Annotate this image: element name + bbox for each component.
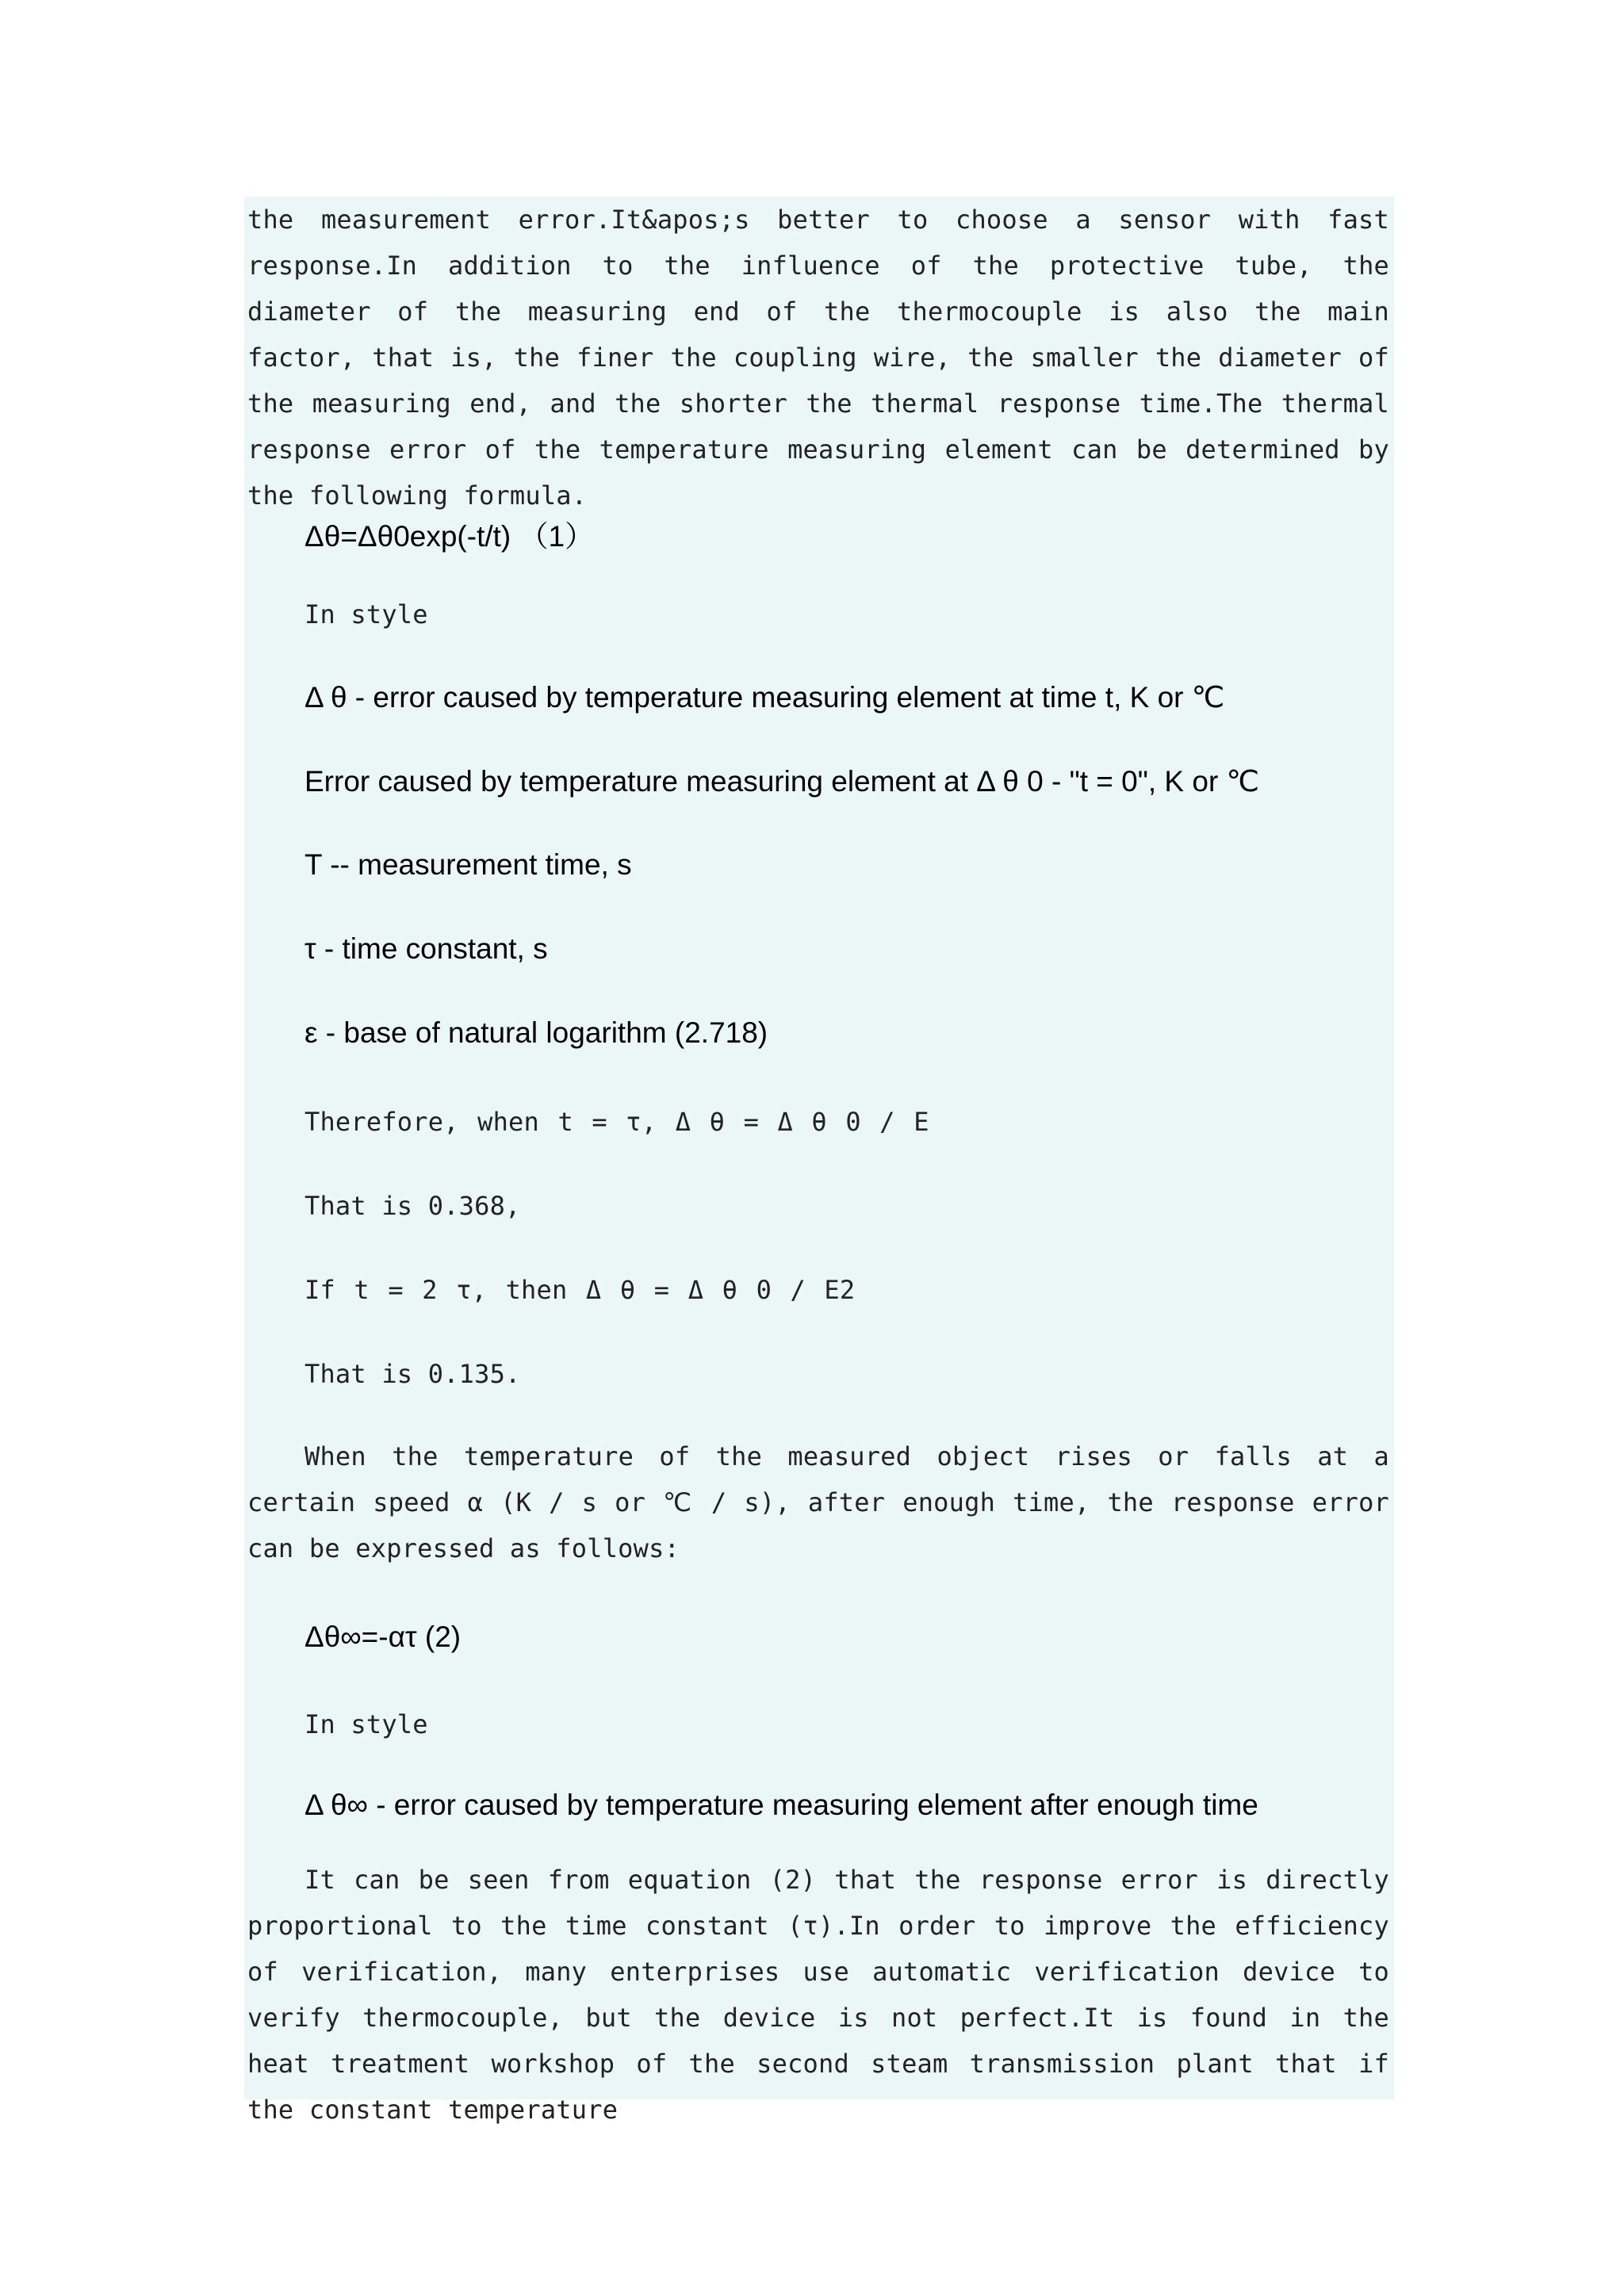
paragraph-intro: the measurement error.It&apos;s better to choose a sensor with fast response.In addition to the influence of the protective tube, the diameter of the measuring end of the thermocouple is also the main factor, that is, the finer the coupling wire, the smaller the diameter of the measuring end, and the shorter the thermal response time.The thermal response error of the temperature measuring element can be determined by the following formula. bbox=[247, 205, 1389, 511]
formula-2: Δθ∞=-ατ (2) bbox=[304, 1621, 462, 1653]
definition-t: T -- measurement time, s bbox=[304, 848, 632, 881]
that-is-line-2: That is 0.135. bbox=[304, 1359, 521, 1389]
in-style-label-2: In style bbox=[304, 1709, 428, 1739]
definition-delta-theta-0: Error caused by temperature measuring element at Δ θ 0 - "t = 0", K or ℃ bbox=[304, 765, 1260, 798]
paragraph-speed: When the temperature of the measured object rises or falls at a certain speed α (K / s or ℃ / s), after enough time, the response error can be expressed as follows: bbox=[247, 1441, 1389, 1563]
definition-delta-theta-infinity: Δ θ∞ - error caused by temperature measuring element after enough time bbox=[304, 1789, 1258, 1821]
in-style-label-1: In style bbox=[304, 599, 428, 629]
document-body bbox=[244, 197, 1394, 2125]
that-is-line-1: That is 0.368, bbox=[304, 1191, 521, 1221]
therefore-line: Therefore, when t = τ, Δ θ = Δ θ 0 / E bbox=[304, 1107, 929, 1137]
definition-delta-theta: Δ θ - error caused by temperature measuring element at time t, K or ℃ bbox=[304, 681, 1225, 714]
formula-1: Δθ=Δθ0exp(-t/t) （1） bbox=[304, 520, 595, 553]
if-line: If t = 2 τ, then Δ θ = Δ θ 0 / E2 bbox=[304, 1275, 856, 1305]
definition-tau: τ - time constant, s bbox=[304, 932, 548, 965]
definition-epsilon: ε - base of natural logarithm (2.718) bbox=[304, 1016, 768, 1049]
paragraph-conclusion: It can be seen from equation (2) that the response error is directly proportional to the time constant (τ).In order to improve the efficiency of verification, many enterprises use automatic verification device to verify thermocouple, but the device is not perfect.It is found in the heat treatment workshop of the second steam transmission plant that if the constant temperature bbox=[247, 1865, 1389, 2125]
